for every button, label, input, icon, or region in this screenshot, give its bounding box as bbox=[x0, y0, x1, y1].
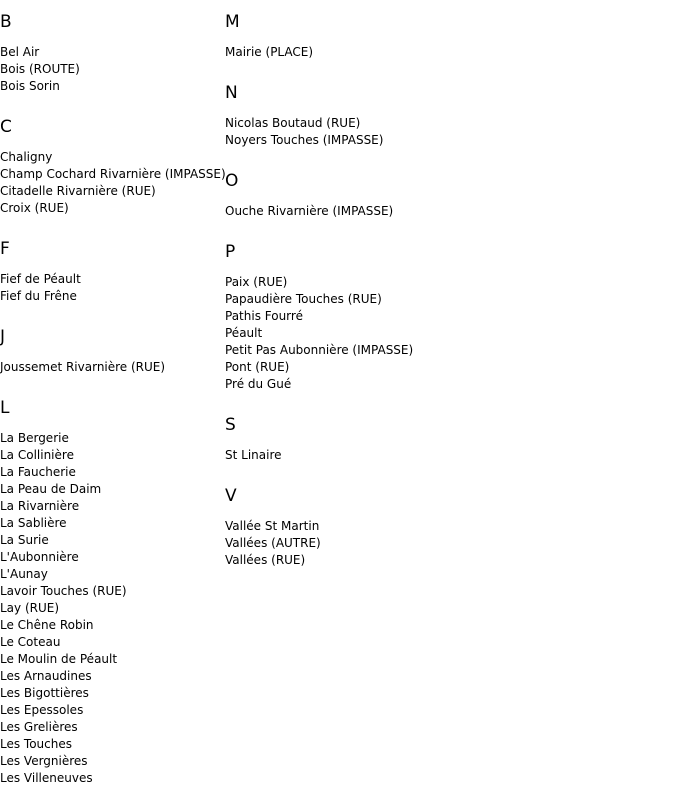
street-name: Champ Cochard Rivarnière (IMPASSE) bbox=[0, 167, 226, 181]
street-name: Pré du Gué bbox=[225, 377, 292, 391]
street-name: Croix (RUE) bbox=[0, 201, 69, 215]
street-name: Mairie (PLACE) bbox=[225, 45, 314, 59]
street-name: Les Touches bbox=[0, 737, 72, 751]
street-name: Bois (ROUTE) bbox=[0, 62, 80, 76]
letter-heading: N bbox=[225, 83, 238, 103]
letter-heading: B bbox=[0, 12, 12, 32]
street-name: La Sablière bbox=[0, 516, 67, 530]
street-name: L'Aubonnière bbox=[0, 550, 79, 564]
street-name: Le Moulin de Péault bbox=[0, 652, 118, 666]
street-index-column-left bbox=[0, 12, 224, 787]
letter-group bbox=[225, 171, 665, 220]
letter-group bbox=[225, 486, 665, 569]
street-name: La Collinière bbox=[0, 448, 74, 462]
letter-heading: J bbox=[0, 327, 6, 347]
letter-group bbox=[0, 398, 224, 787]
street-list bbox=[0, 149, 224, 217]
letter-group bbox=[0, 327, 224, 376]
street-name: Pathis Fourré bbox=[225, 309, 303, 323]
street-list bbox=[225, 44, 665, 61]
street-name: Les Arnaudines bbox=[0, 669, 92, 683]
street-name: La Peau de Daim bbox=[0, 482, 102, 496]
street-list bbox=[0, 359, 224, 376]
street-name: Les Grelières bbox=[0, 720, 78, 734]
letter-heading: C bbox=[0, 117, 12, 137]
letter-heading: P bbox=[225, 242, 236, 262]
letter-group bbox=[0, 117, 224, 217]
street-list bbox=[225, 115, 665, 149]
letter-group bbox=[0, 239, 224, 305]
street-name: Fief de Péault bbox=[0, 272, 81, 286]
street-name: La Rivarnière bbox=[0, 499, 80, 513]
street-name: Bel Air bbox=[0, 45, 40, 59]
street-name: Vallées (AUTRE) bbox=[225, 536, 321, 550]
street-list bbox=[225, 203, 665, 220]
street-name: Le Chêne Robin bbox=[0, 618, 94, 632]
street-name: Bois Sorin bbox=[0, 79, 60, 93]
street-name: Lay (RUE) bbox=[0, 601, 60, 615]
letter-heading: F bbox=[0, 239, 10, 259]
street-name: La Bergerie bbox=[0, 431, 69, 445]
letter-heading: V bbox=[225, 486, 237, 506]
street-name: La Faucherie bbox=[0, 465, 76, 479]
letter-heading: L bbox=[0, 398, 10, 418]
letter-group bbox=[225, 12, 665, 61]
street-name: Nicolas Boutaud (RUE) bbox=[225, 116, 361, 130]
street-name: Lavoir Touches (RUE) bbox=[0, 584, 127, 598]
street-list bbox=[225, 274, 665, 393]
street-name: Citadelle Rivarnière (RUE) bbox=[0, 184, 156, 198]
street-name: Noyers Touches (IMPASSE) bbox=[225, 133, 384, 147]
street-name: Les Epessoles bbox=[0, 703, 84, 717]
letter-group bbox=[225, 83, 665, 149]
street-name: Petit Pas Aubonnière (IMPASSE) bbox=[225, 343, 414, 357]
street-list bbox=[0, 44, 224, 95]
street-name: Pont (RUE) bbox=[225, 360, 290, 374]
street-name: St Linaire bbox=[225, 448, 282, 462]
letter-group bbox=[225, 242, 665, 393]
street-name: Les Villeneuves bbox=[0, 771, 93, 785]
street-name: Vallée St Martin bbox=[225, 519, 320, 533]
street-name: Péault bbox=[225, 326, 263, 340]
street-list bbox=[225, 518, 665, 569]
letter-heading: S bbox=[225, 415, 236, 435]
street-name: L'Aunay bbox=[0, 567, 48, 581]
street-list bbox=[0, 430, 224, 787]
street-name: La Surie bbox=[0, 533, 49, 547]
street-name: Le Coteau bbox=[0, 635, 61, 649]
street-name: Fief du Frêne bbox=[0, 289, 77, 303]
letter-heading: M bbox=[225, 12, 240, 32]
letter-group bbox=[0, 12, 224, 95]
street-name: Vallées (RUE) bbox=[225, 553, 306, 567]
street-name: Les Bigottières bbox=[0, 686, 89, 700]
street-name: Les Vergnières bbox=[0, 754, 88, 768]
street-name: Paix (RUE) bbox=[225, 275, 288, 289]
street-name: Joussemet Rivarnière (RUE) bbox=[0, 360, 166, 374]
street-name: Papaudière Touches (RUE) bbox=[225, 292, 382, 306]
street-name: Chaligny bbox=[0, 150, 53, 164]
street-list bbox=[0, 271, 224, 305]
street-index-column-right bbox=[225, 12, 665, 569]
street-list bbox=[225, 447, 665, 464]
letter-group bbox=[225, 415, 665, 464]
street-name: Ouche Rivarnière (IMPASSE) bbox=[225, 204, 394, 218]
letter-heading: O bbox=[225, 171, 239, 191]
